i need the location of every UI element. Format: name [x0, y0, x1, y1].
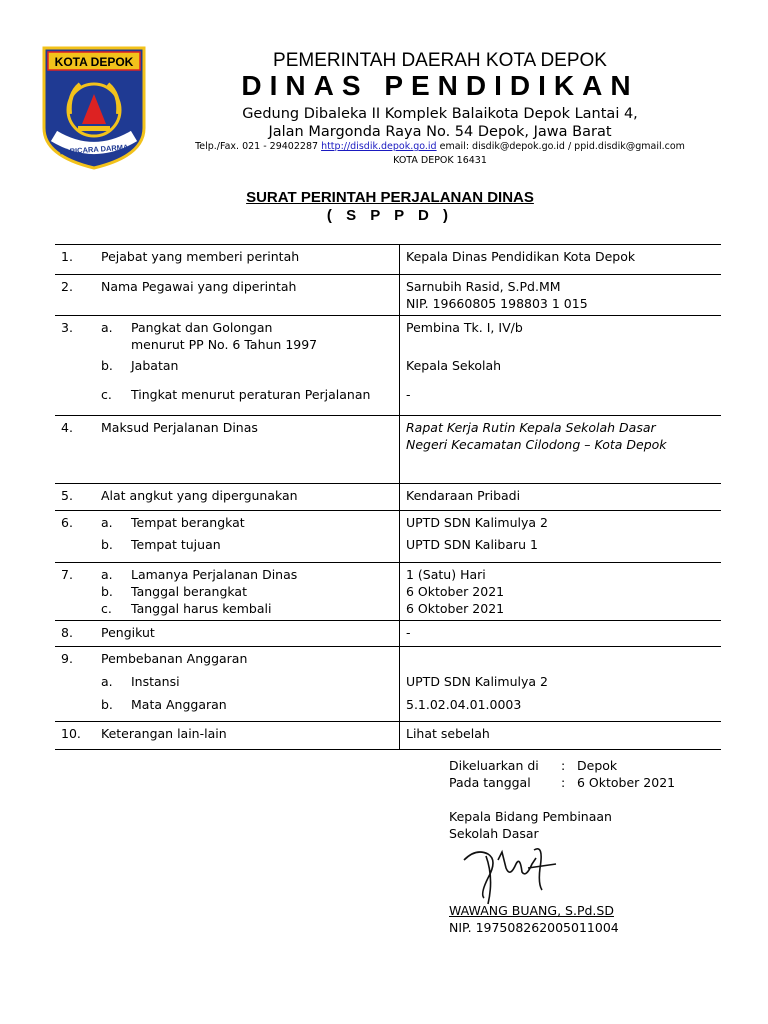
row-label: Pejabat yang memberi perintah: [101, 249, 300, 264]
row-number: 8.: [61, 625, 73, 640]
sub-label: Instansi: [131, 674, 180, 689]
table-row-2: [55, 275, 721, 316]
sub-letter: a.: [101, 567, 113, 582]
kota-depok-logo: [40, 44, 148, 172]
signer-nip: NIP. 197508262005011004: [449, 920, 619, 935]
government-name: PEMERINTAH DAERAH KOTA DEPOK: [273, 50, 607, 71]
logo-label: KOTA DEPOK: [54, 55, 134, 69]
sub-letter: a.: [101, 515, 113, 530]
row-value: [400, 275, 722, 316]
row-value: [400, 647, 722, 722]
table-row-1: [55, 245, 721, 275]
employee-nip: NIP. 19660805 198803 1 015: [406, 296, 588, 311]
postal-code: KOTA DEPOK 16431: [393, 155, 487, 166]
phone-fax: Telp./Fax. 021 - 29402287: [195, 141, 319, 152]
row-label: [97, 316, 400, 416]
issued-label: Dikeluarkan di: [449, 758, 539, 773]
row-value: [400, 416, 722, 484]
row-label: [97, 563, 400, 621]
table-row-4: [55, 416, 721, 484]
colon: :: [561, 758, 566, 773]
row-number: 5.: [61, 488, 73, 503]
sub-letter: b.: [101, 697, 113, 712]
sub-heading: Pembebanan Anggaran: [101, 651, 248, 666]
return-date: 6 Oktober 2021: [406, 601, 505, 616]
date-value: 6 Oktober 2021: [577, 775, 676, 790]
agency-value: UPTD SDN Kalimulya 2: [406, 674, 548, 689]
row-number: 6.: [61, 515, 73, 530]
sub-label: Pangkat dan Golongan: [131, 320, 273, 335]
table-row-5: [55, 484, 721, 511]
sub-label-cont: menurut PP No. 6 Tahun 1997: [131, 337, 318, 352]
sub-label: Lamanya Perjalanan Dinas: [131, 567, 298, 582]
table-row-8: [55, 621, 721, 647]
departure-date: 6 Oktober 2021: [406, 584, 505, 599]
sub-letter: c.: [101, 601, 112, 616]
row-label: Pengikut: [101, 625, 155, 640]
row-value: [400, 316, 722, 416]
row-number: 2.: [61, 279, 73, 294]
issued-value: Depok: [577, 758, 618, 773]
row-value: Lihat sebelah: [400, 722, 722, 750]
sub-label: Mata Anggaran: [131, 697, 227, 712]
employee-name: Sarnubih Rasid, S.Pd.MM: [406, 279, 561, 294]
row-label: Keterangan lain-lain: [101, 726, 227, 741]
contact-line: [140, 141, 740, 152]
colon: :: [561, 775, 566, 790]
date-label: Pada tanggal: [449, 775, 531, 790]
row-value: [400, 511, 722, 563]
purpose-line-2: Negeri Kecamatan Cilodong – Kota Depok: [406, 437, 667, 452]
sub-label: Tanggal harus kembali: [131, 601, 272, 616]
agency-name: DINAS PENDIDIKAN: [241, 70, 639, 101]
sppd-table: [55, 244, 721, 750]
sub-letter: b.: [101, 358, 113, 373]
row-label: Nama Pegawai yang diperintah: [101, 279, 297, 294]
row-number: 4.: [61, 420, 73, 435]
signer-position-1: Kepala Bidang Pembinaan: [449, 809, 612, 824]
address-line-2: Jalan Margonda Raya No. 54 Depok, Jawa Barat: [268, 124, 612, 140]
sub-label: Jabatan: [131, 358, 179, 373]
sub-label: Tempat berangkat: [131, 515, 245, 530]
signer-name: WAWANG BUANG, S.Pd.SD: [449, 903, 614, 918]
sub-label: Tanggal berangkat: [131, 584, 247, 599]
row-number: 9.: [61, 651, 73, 666]
address-line-1: Gedung Dibaleka II Komplek Balaikota Depok Lantai 4,: [242, 106, 638, 122]
sub-letter: a.: [101, 674, 113, 689]
signer-position-2: Sekolah Dasar: [449, 826, 539, 841]
purpose-line-1: Rapat Kerja Rutin Kepala Sekolah Dasar: [406, 420, 656, 435]
budget-code: 5.1.02.04.01.0003: [406, 697, 522, 712]
duration-value: 1 (Satu) Hari: [406, 567, 486, 582]
logo-motto: PARICARA DARMA: [59, 142, 129, 157]
row-label: Alat angkut yang dipergunakan: [101, 488, 298, 503]
departure-place: UPTD SDN Kalimulya 2: [406, 515, 548, 530]
row-number: 3.: [61, 320, 73, 335]
sub-letter: c.: [101, 387, 112, 402]
sub-letter: b.: [101, 584, 113, 599]
position-value: Kepala Sekolah: [406, 358, 502, 373]
table-row-10: [55, 722, 721, 750]
table-row-7: [55, 563, 721, 621]
row-number: 10.: [61, 726, 81, 741]
table-row-9: [55, 647, 721, 722]
sub-label: Tempat tujuan: [131, 537, 221, 552]
row-value: Kendaraan Pribadi: [400, 484, 722, 511]
row-value: [400, 563, 722, 621]
row-number: 1.: [61, 249, 73, 264]
document-subtitle: ( S P P D ): [326, 207, 454, 224]
sub-letter: b.: [101, 537, 113, 552]
handwritten-signature: [458, 838, 568, 910]
row-label: Maksud Perjalanan Dinas: [101, 420, 258, 435]
table-row-6: [55, 511, 721, 563]
document-title: SURAT PERINTAH PERJALANAN DINAS: [246, 189, 534, 206]
row-value: -: [400, 621, 722, 647]
rank-value: Pembina Tk. I, IV/b: [406, 320, 523, 335]
website-link[interactable]: http://disdik.depok.go.id: [321, 141, 437, 152]
destination-place: UPTD SDN Kalibaru 1: [406, 537, 538, 552]
sub-label: Tingkat menurut peraturan Perjalanan: [131, 387, 371, 402]
row-value: Kepala Dinas Pendidikan Kota Depok: [400, 245, 722, 275]
email-text: email: disdik@depok.go.id / ppid.disdik@gmail.com: [439, 141, 685, 152]
row-number: 7.: [61, 567, 73, 582]
sub-letter: a.: [101, 320, 113, 335]
travel-level-value: -: [406, 387, 411, 402]
row-label: [97, 511, 400, 563]
table-row-3: [55, 316, 721, 416]
row-label: [97, 647, 400, 722]
